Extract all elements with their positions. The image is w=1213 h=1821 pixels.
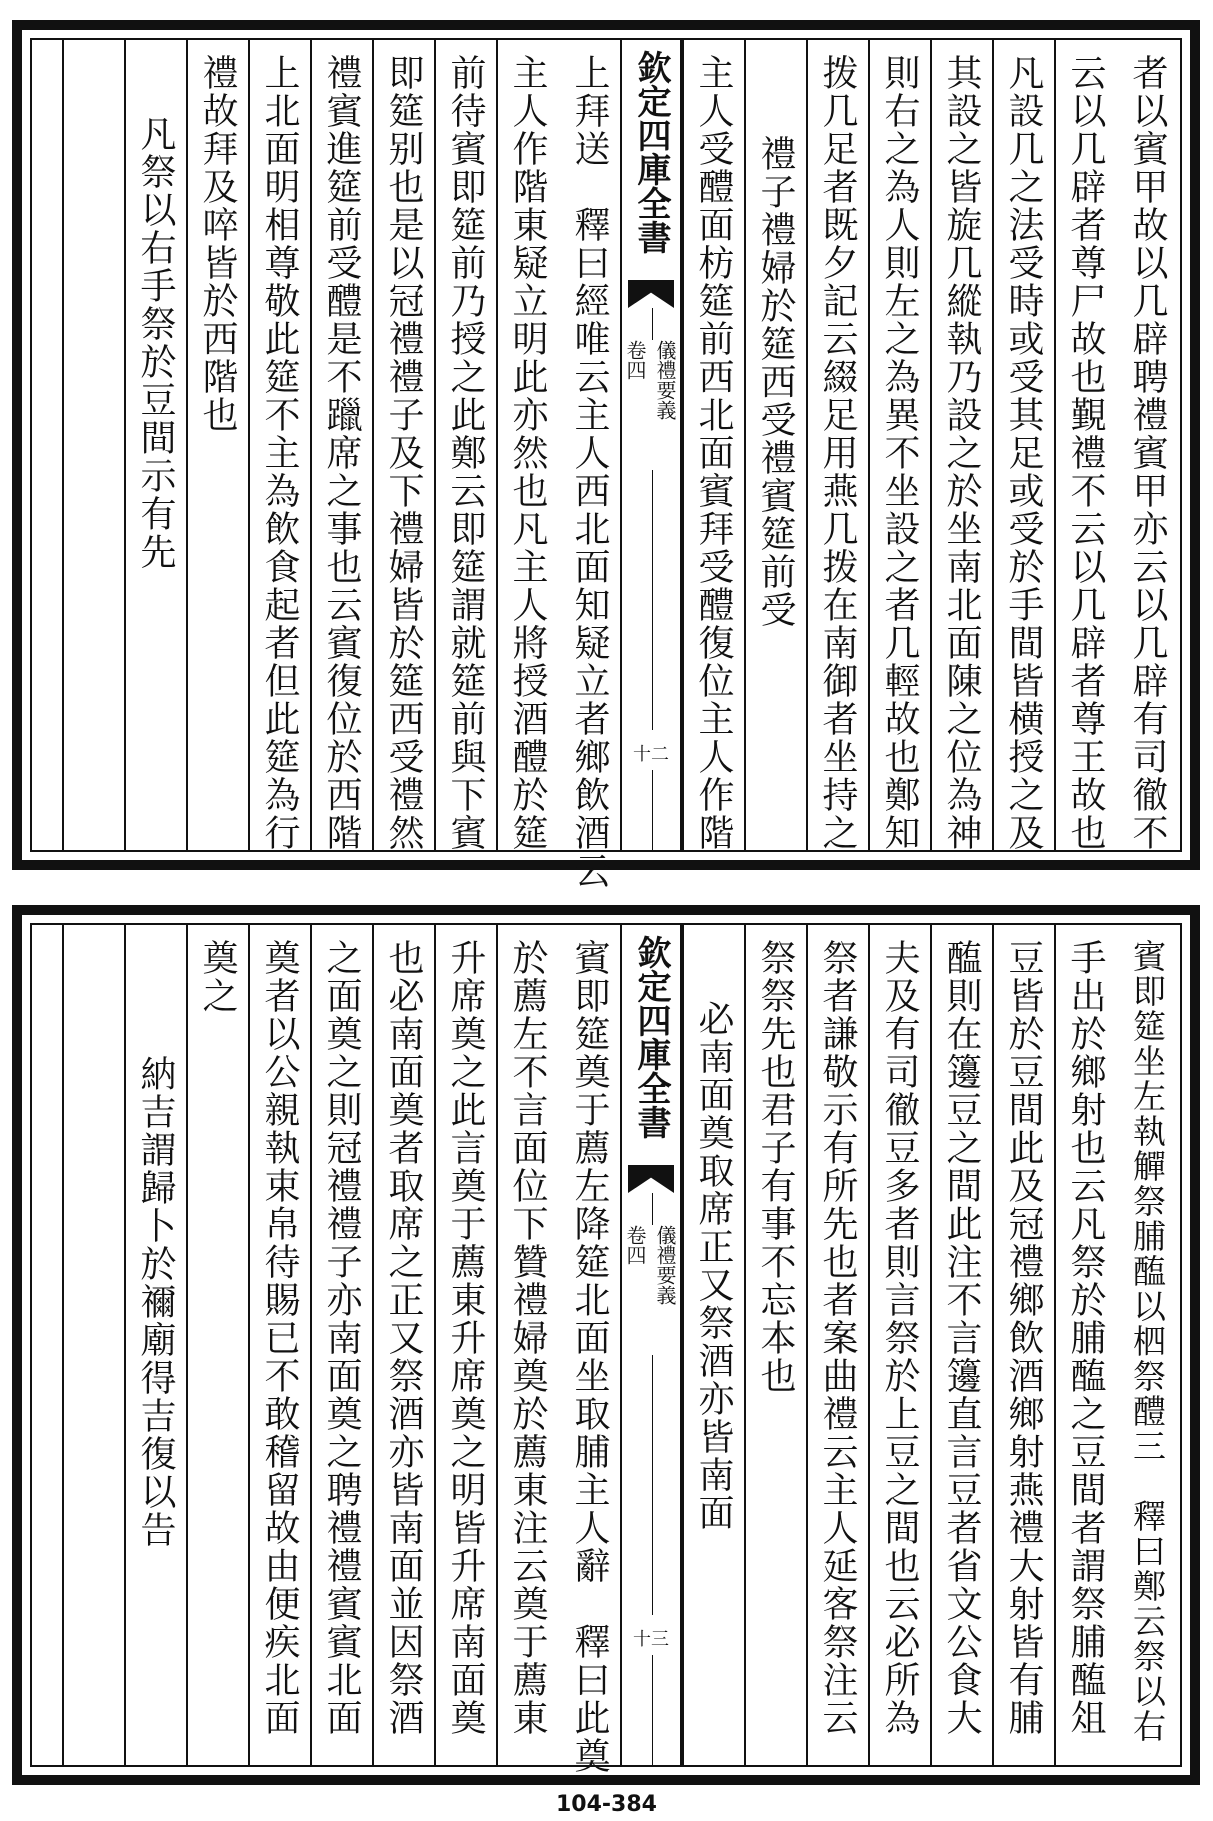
text-column: 主人受醴面枋筵前西北面賓拜受醴復位主人作階 <box>682 40 744 850</box>
text-column-indented: 納吉謂歸卜於禰廟得吉復以告 <box>124 925 186 1765</box>
text-column: 則右之為人則左之為異不坐設之者几輕故也鄭知 <box>868 40 930 850</box>
banner-rule <box>652 1355 653 1615</box>
bottom-page <box>12 905 1200 1785</box>
leaf-number: 十二 <box>633 744 669 765</box>
page-code: 104-384 <box>556 1792 657 1817</box>
text-column: 主人作階東疑立明此亦然也凡主人將授酒醴於筵 <box>496 40 558 850</box>
text-column: 奠者以公親執束帛待賜已不敢稽留故由便疾北面 <box>248 925 310 1765</box>
fishtail-ornament <box>628 1165 674 1193</box>
banner-rule <box>652 308 653 340</box>
text-column: 拨几足者既夕記云綴足用燕几拨在南御者坐持之 <box>806 40 868 850</box>
text-column: 云以几辟者尊尸故也覲禮不云以几辟者尊王故也 <box>1054 40 1116 850</box>
text-column: 祭祭先也君子有事不忘本也 <box>744 925 806 1765</box>
text-column: 凡設几之法受時或受其足或受於手間皆横授之及 <box>992 40 1054 850</box>
top-page-frame <box>30 38 1182 890</box>
banner-title: 欽定四庫全書 <box>631 50 671 254</box>
top-page <box>12 20 1200 890</box>
text-column: 醢則在籩豆之間此注不言籩直言豆者省文公食大 <box>930 925 992 1765</box>
text-column: 之面奠之則冠禮禮子亦南面奠之聘禮禮賓賓北面 <box>310 925 372 1765</box>
text-column: 賓即筵坐左執觶祭脯醢以柶祭醴三 釋曰鄭云祭以右 <box>1128 939 1167 1744</box>
text-column: 升席奠之此言奠于薦東升席奠之明皆升席南面奠 <box>434 925 496 1765</box>
empty-column <box>62 925 124 1765</box>
text-column: 禮故拜及啐皆於西階也 <box>186 40 248 850</box>
text-column: 賓即筵奠于薦左降筵北面坐取脯主人辭 釋曰此奠 <box>569 939 610 1775</box>
text-column: 也必南面奠者取席之正又祭酒亦皆南面並因祭酒 <box>372 925 434 1765</box>
text-column: 於薦左不言面位下贊禮婦奠於薦東注云奠于薦東 <box>496 925 558 1765</box>
text-column: 上拜送 釋曰經唯云主人西北面知疑立者鄉飲酒云 <box>569 54 610 890</box>
text-column: 禮賓進筵前受醴是不躐席之事也云賓復位於西階 <box>310 40 372 850</box>
text-column: 即筵别也是以冠禮禮子及下禮婦皆於筵西受禮然 <box>372 40 434 850</box>
text-column: 夫及有司徹豆多者則言祭於上豆之間也云必所為 <box>868 925 930 1765</box>
text-column-indented: 凡祭以右手祭於豆間示有先 <box>124 40 186 850</box>
bottom-page-frame <box>30 923 1182 1775</box>
fishtail-ornament <box>628 280 674 308</box>
banner-subtitle: 儀禮要義 卷四 <box>623 340 677 420</box>
text-column-indented: 禮子禮婦於筵西受禮賓筵前受 <box>744 40 806 850</box>
text-column: 其設之皆旋几縱執乃設之於坐南北面陳之位為神 <box>930 40 992 850</box>
text-column: 手出於鄉射也云凡祭於脯醢之豆間者謂祭脯醢俎 <box>1054 925 1116 1765</box>
top-page-columns <box>32 40 1180 890</box>
text-column: 前待賓即筵前乃授之此鄭云即筵謂就筵前與下賓 <box>434 40 496 850</box>
text-column: 上北面明相尊敬此筵不主為飲食起者但此筵為行 <box>248 40 310 850</box>
banner-rule <box>652 1193 653 1225</box>
bottom-page-columns <box>32 925 1180 1775</box>
banner-rule <box>652 470 653 730</box>
text-column: 者以賓甲故以几辟聘禮賓甲亦云以几辟有司徹不 <box>1127 54 1168 852</box>
text-column-indented: 必南面奠取席正又祭酒亦皆南面 <box>682 925 744 1765</box>
center-banner <box>620 40 682 850</box>
text-column: 祭者謙敬示有所先也者案曲禮云主人延客祭注云 <box>806 925 868 1765</box>
text-column: 奠之 <box>186 925 248 1765</box>
banner-title: 欽定四庫全書 <box>631 935 671 1139</box>
banner-subtitle: 儀禮要義 卷四 <box>623 1225 677 1305</box>
center-banner <box>620 925 682 1765</box>
banner-rule <box>652 1655 653 1765</box>
banner-rule <box>652 770 653 850</box>
empty-column <box>62 40 124 850</box>
leaf-number: 十三 <box>633 1629 669 1650</box>
text-column: 豆皆於豆間此及冠禮鄉飲酒鄉射燕禮大射皆有脯 <box>992 925 1054 1765</box>
